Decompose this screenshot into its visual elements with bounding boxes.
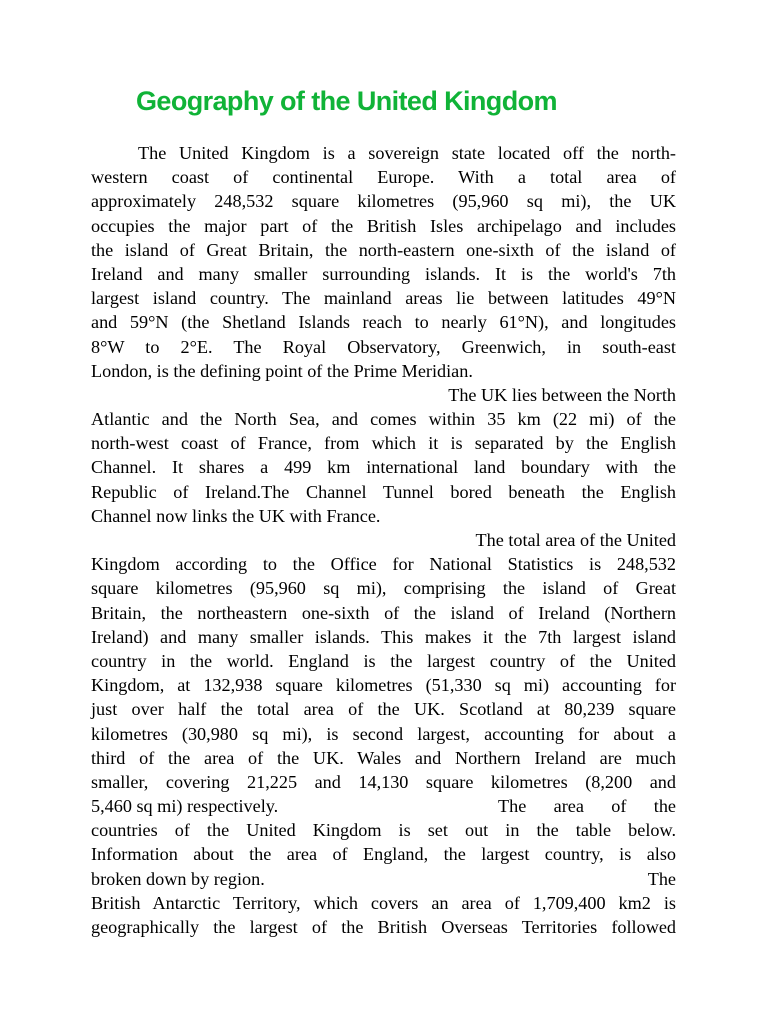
text-line-split [91, 867, 676, 891]
text-line: broken down by region. [91, 868, 265, 889]
text-line: north-west coast of France, from which it is separated by the English [91, 433, 676, 454]
text-line: The United Kingdom is a sovereign state located off the north- [138, 143, 676, 163]
text-line: Republic of Ireland.The Channel Tunnel bored beneath the English [91, 481, 676, 502]
text-line: square kilometres (95,960 sq mi), comprising the island of Great [91, 578, 676, 599]
text-line: approximately 248,532 square kilometres (95,960 sq mi), the UK [91, 191, 676, 212]
text-line: Britain, the northeastern one-sixth of the island of Ireland (Northern [91, 602, 676, 623]
text-line: the island of Great Britain, the north-eastern one-sixth of the island of [91, 239, 676, 260]
text-line: Kingdom according to the Office for National Statistics is 248,532 [91, 554, 676, 575]
text-line: Kingdom, at 132,938 square kilometres (51,330 sq mi) accounting for [91, 675, 676, 696]
text-line: third of the area of the UK. Wales and Northern Ireland are much [91, 747, 676, 768]
text-line: The area of the [498, 796, 676, 817]
text-line: kilometres (30,980 sq mi), is second largest, accounting for about a [91, 723, 676, 744]
text-line: countries of the United Kingdom is set out in the table below. [91, 820, 676, 841]
text-line: geographically the largest of the British Overseas Territories followed [91, 917, 676, 937]
text-line: occupies the major part of the British Isles archipelago and includes [91, 215, 676, 236]
text-line: Ireland) and many smaller islands. This makes it the 7th largest island [91, 626, 676, 647]
text-line-split [91, 794, 676, 818]
text-line: British Antarctic Territory, which covers an area of 1,709,400 km2 is [91, 892, 676, 913]
text-line: 5,460 sq mi) respectively. [91, 796, 279, 817]
text-line: western coast of continental Europe. With a total area of [91, 167, 676, 188]
text-line: 8°W to 2°E. The Royal Observatory, Greenwich, in south-east [91, 336, 676, 357]
text-line: London, is the defining point of the Prime Meridian. [91, 360, 473, 381]
text-line: Atlantic and the North Sea, and comes within 35 km (22 mi) of the [91, 409, 676, 430]
text-line: The total area of the United [475, 530, 676, 550]
text-line: Channel. It shares a 499 km international land boundary with the [91, 457, 676, 478]
text-line: largest island country. The mainland areas lie between latitudes 49°N [91, 288, 676, 309]
text-line: smaller, covering 21,225 and 14,130 square kilometres (8,200 and [91, 771, 676, 792]
text-line: Information about the area of England, the largest country, is also [91, 844, 676, 865]
text-line: The UK lies between the North [448, 384, 676, 405]
text-line: Channel now links the UK with France. [91, 505, 381, 526]
page-title: Geography of the United Kingdom [136, 86, 557, 116]
text-line: Ireland and many smaller surrounding islands. It is the world's 7th [91, 263, 676, 284]
text-line: The [647, 868, 676, 889]
body-text [91, 141, 676, 939]
text-line: and 59°N (the Shetland Islands reach to nearly 61°N), and longitudes [91, 312, 676, 333]
text-line: just over half the total area of the UK. Scotland at 80,239 square [91, 699, 676, 720]
text-line: country in the world. England is the largest country of the United [91, 650, 676, 671]
